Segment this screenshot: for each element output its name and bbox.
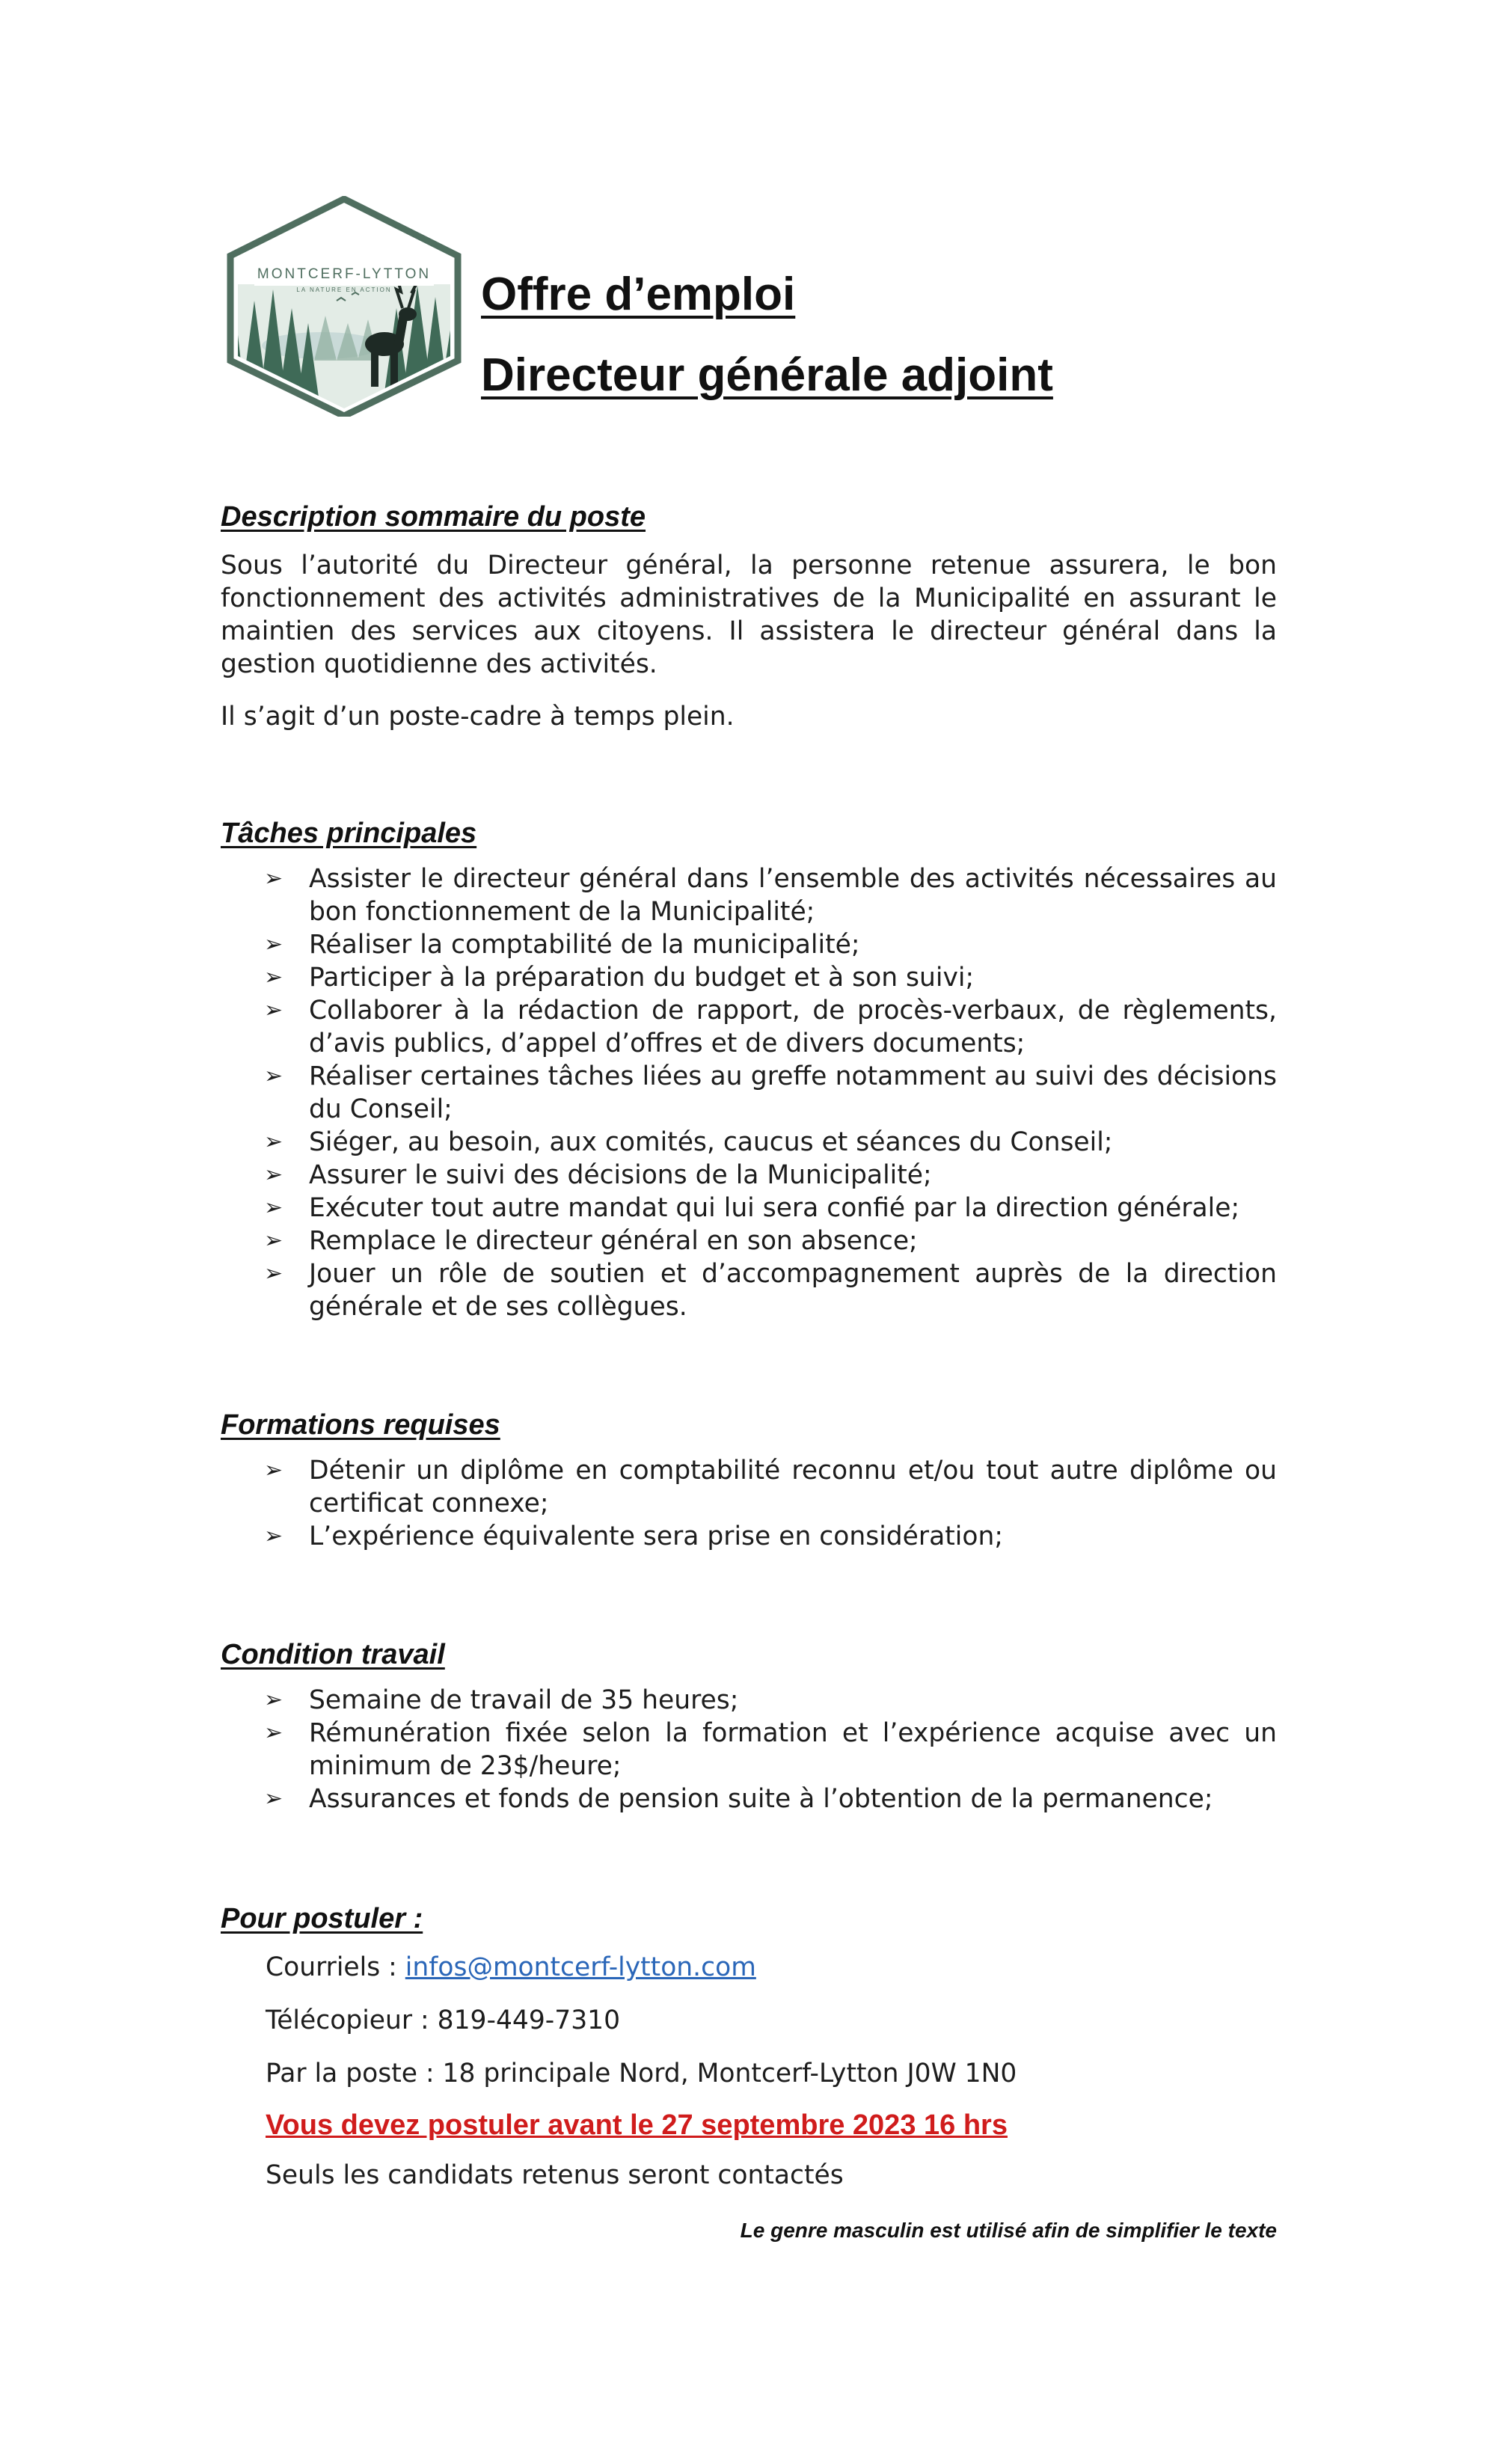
section-formations <box>221 1406 1277 1553</box>
email-link[interactable]: infos@montcerf-lytton.com <box>405 1952 756 1982</box>
logo-tagline: LA NATURE EN ACTION <box>296 286 392 293</box>
municipality-logo <box>224 196 464 417</box>
description-paragraph-2: Il s’agit d’un poste-cadre à temps plein. <box>221 702 735 732</box>
arrow-bullet-icon: ➢ <box>264 1457 283 1483</box>
list-item: ➢ Remplace le directeur général en son absence; <box>264 1226 918 1256</box>
arrow-bullet-icon: ➢ <box>264 1162 283 1188</box>
arrow-bullet-icon: ➢ <box>264 1063 283 1089</box>
list-item: ➢ Participer à la préparation du budget et à son suivi; <box>264 963 975 993</box>
list-item: ➢ Détenir un diplôme en comptabilité reconnu et/ou tout autre diplôme ou certificat connexe; <box>264 1456 1277 1518</box>
condition-list <box>221 1684 1277 1815</box>
list-item: ➢ Assurer le suivi des décisions de la Municipalité; <box>264 1160 932 1190</box>
heading-condition: Condition travail <box>221 1639 445 1670</box>
arrow-bullet-icon: ➢ <box>264 1786 283 1812</box>
arrow-bullet-icon: ➢ <box>264 1523 283 1549</box>
section-postuler <box>221 1900 1277 2192</box>
list-item: ➢ Assurances et fonds de pension suite à l’obtention de la permanence; <box>264 1784 1213 1814</box>
list-item: ➢ Assister le directeur général dans l’ensemble des activités nécessaires au bon fonctionnement de la Municipalité; <box>264 864 1277 927</box>
list-item: ➢ Exécuter tout autre mandat qui lui sera confié par la direction générale; <box>264 1193 1240 1223</box>
arrow-bullet-icon: ➢ <box>264 1228 283 1254</box>
list-item: ➢ L’expérience équivalente sera prise en considération; <box>264 1521 1003 1551</box>
mail-line: Par la poste : 18 principale Nord, Montcerf-Lytton J0W 1N0 <box>266 2059 1017 2088</box>
list-item: ➢ Collaborer à la rédaction de rapport, de procès-verbaux, de règlements, d’avis publics, d’appel d’offres et de divers documents; <box>264 996 1277 1058</box>
logo-wordmark: MONTCERF-LYTTON <box>257 266 432 282</box>
list-item: ➢ Siéger, au besoin, aux comités, caucus et séances du Conseil; <box>264 1127 1113 1157</box>
arrow-bullet-icon: ➢ <box>264 1195 283 1221</box>
section-taches <box>221 815 1277 1323</box>
title-position: Directeur générale adjoint <box>481 349 1053 401</box>
arrow-bullet-icon: ➢ <box>264 1720 283 1746</box>
arrow-bullet-icon: ➢ <box>264 931 283 957</box>
heading-formations: Formations requises <box>221 1409 500 1441</box>
section-description <box>221 498 1277 733</box>
arrow-bullet-icon: ➢ <box>264 1129 283 1155</box>
list-item: ➢ Jouer un rôle de soutien et d’accompagnement auprès de la direction générale et de ses collègues. <box>264 1259 1277 1322</box>
arrow-bullet-icon: ➢ <box>264 1260 283 1287</box>
email-line <box>266 1951 1277 1984</box>
arrow-bullet-icon: ➢ <box>264 865 283 892</box>
contact-note: Seuls les candidats retenus seront contactés <box>266 2160 844 2190</box>
heading-description: Description sommaire du poste <box>221 501 646 533</box>
arrow-bullet-icon: ➢ <box>264 964 283 990</box>
fax-line: Télécopieur : 819-449-7310 <box>266 2005 621 2035</box>
list-item: ➢ Semaine de travail de 35 heures; <box>264 1685 739 1715</box>
section-condition <box>221 1636 1277 1815</box>
deadline-notice: Vous devez postuler avant le 27 septembre 2023 16 hrs <box>266 2109 1008 2141</box>
list-item: ➢ Rémunération fixée selon la formation et l’expérience acquise avec un minimum de 23$/heure; <box>264 1718 1277 1781</box>
heading-postuler: Pour postuler : <box>221 1903 423 1934</box>
formations-list <box>221 1454 1277 1553</box>
deer-forest-icon <box>224 196 464 417</box>
gender-footnote: Le genre masculin est utilisé afin de simplifier le texte <box>740 2219 1277 2242</box>
title-offer: Offre d’emploi <box>481 269 796 320</box>
list-item: ➢ Réaliser certaines tâches liées au greffe notamment au suivi des décisions du Conseil; <box>264 1061 1277 1124</box>
heading-taches: Tâches principales <box>221 818 477 849</box>
list-item: ➢ Réaliser la comptabilité de la municipalité; <box>264 930 860 960</box>
taches-list <box>221 862 1277 1323</box>
title-block <box>481 254 1053 416</box>
arrow-bullet-icon: ➢ <box>264 1687 283 1713</box>
description-paragraph: Sous l’autorité du Directeur général, la personne retenue assurera, le bon fonctionnement des activités administratives de la Municipalité en assurant le maintien des services aux citoyens. Il assistera le directeur général dans la gestion quotidienne des activités. <box>221 551 1277 679</box>
arrow-bullet-icon: ➢ <box>264 997 283 1023</box>
email-label: Courriels : <box>266 1952 405 1982</box>
